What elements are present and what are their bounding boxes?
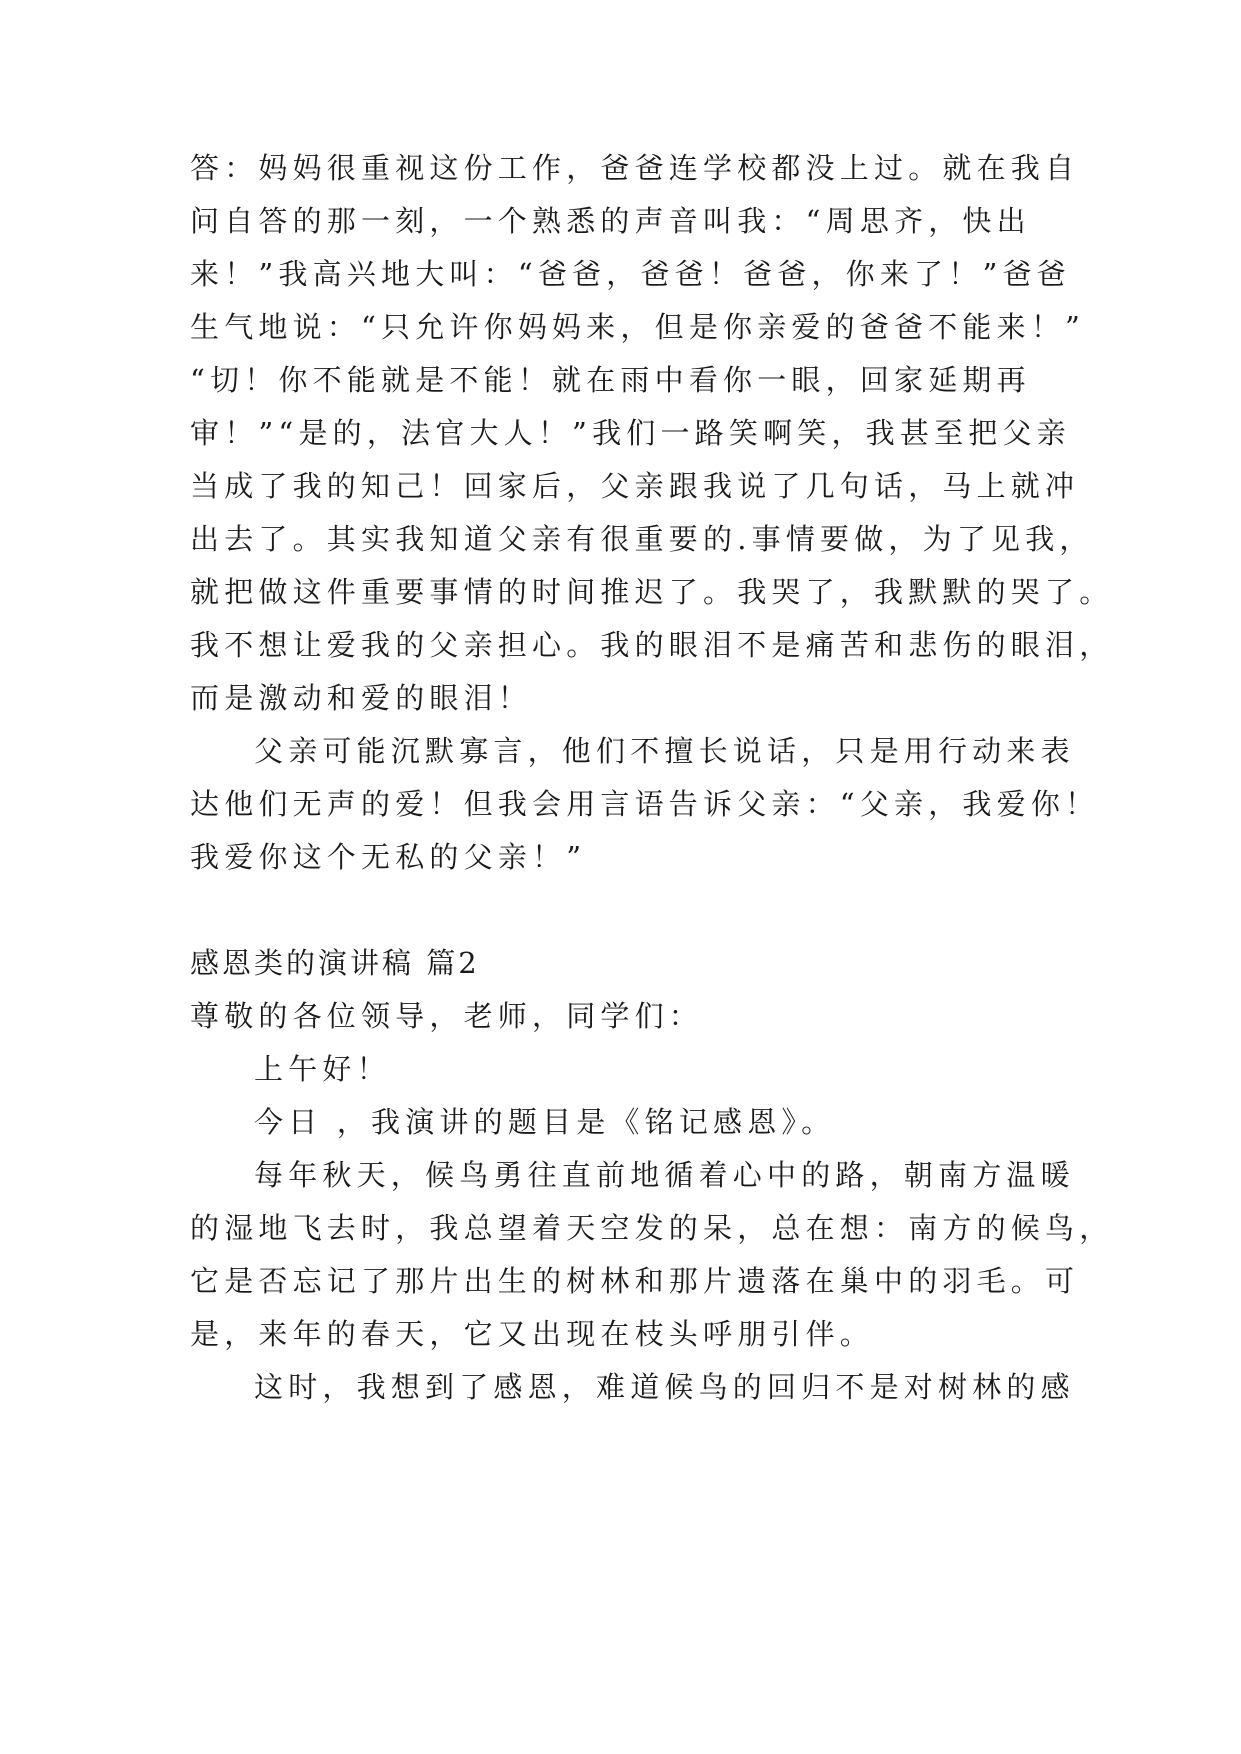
text-line: 的湿地飞去时，我总望着天空发的呆，总在想：南方的候鸟， [190, 1211, 1114, 1245]
speech-topic: 今日 ，我演讲的题目是《铭记感恩》。 [254, 1105, 836, 1139]
text-line: 当成了我的知己！回家后，父亲跟我说了几句话，马上就冲 [190, 469, 1080, 503]
text-line: 达他们无声的爱！但我会用言语告诉父亲：“父亲，我爱你！ [190, 787, 1100, 821]
text-line: 生气地说：“只允许你妈妈来，但是你亲爱的爸爸不能来！” [190, 310, 1086, 344]
text-line: 审！”“是的，法官大人！”我们一路笑啊笑，我甚至把父亲 [190, 416, 1071, 450]
text-line: 我不想让爱我的父亲担心。我的眼泪不是痛苦和悲伤的眼泪， [190, 628, 1114, 662]
salutation: 尊敬的各位领导，老师，同学们： [190, 999, 704, 1033]
text-line: 是，来年的春天，它又出现在枝头呼朋引伴。 [190, 1317, 875, 1351]
text-line: 出去了。其实我知道父亲有很重要的.事情要做，为了见我， [190, 522, 1094, 556]
text-line: 来！”我高兴地大叫：“爸爸，爸爸！爸爸，你来了！”爸爸 [190, 257, 1071, 291]
text-line: 它是否忘记了那片出生的树林和那片遗落在巢中的羽毛。可 [190, 1264, 1080, 1298]
text-line: 这时，我想到了感恩，难道候鸟的回归不是对树林的感 [254, 1370, 1075, 1404]
section-title: 感恩类的演讲稿 篇2 [190, 946, 480, 980]
text-line: 我爱你这个无私的父亲！” [190, 840, 587, 874]
text-line: 而是激动和爱的眼泪！ [190, 681, 533, 715]
text-line: 每年秋天，候鸟勇往直前地循着心中的路，朝南方温暖 [254, 1158, 1075, 1192]
text-line: 问自答的那一刻，一个熟悉的声音叫我：“周思齐，快出 [190, 204, 1031, 238]
text-line: 就把做这件重要事情的时间推迟了。我哭了，我默默的哭了。 [190, 575, 1114, 609]
text-line: 父亲可能沉默寡言，他们不擅长说话，只是用行动来表 [254, 734, 1075, 768]
greeting: 上午好！ [254, 1052, 391, 1086]
text-line: 答：妈妈很重视这份工作，爸爸连学校都没上过。就在我自 [190, 151, 1080, 185]
text-line: “切！你不能就是不能！就在雨中看你一眼，回家延期再 [190, 363, 1031, 397]
